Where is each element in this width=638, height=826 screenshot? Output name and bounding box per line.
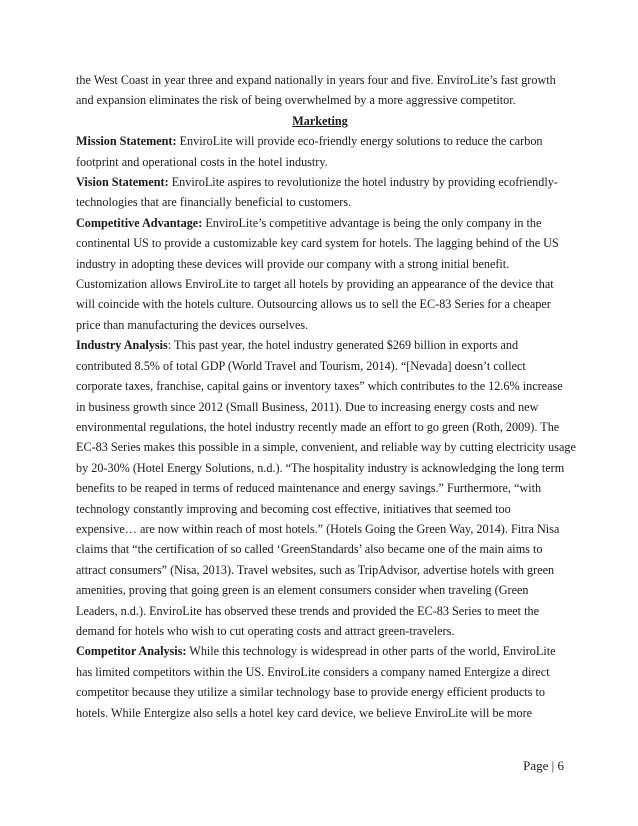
paragraph-line: EC-83 Series makes this possible in a simple, convenient, and reliable way by cutting electricity usage: [76, 440, 576, 455]
paragraph-line: Leaders, n.d.). EnviroLite has observed these trends and provided the EC-83 Series to meet the: [76, 603, 539, 618]
paragraph-line: benefits to be reaped in terms of reduced maintenance and energy savings.” Furthermore, “with: [76, 481, 542, 496]
paragraph-line: in business growth since 2012 (Small Business, 2011). Due to increasing energy costs and new: [76, 399, 539, 414]
paragraph-text: EnviroLite aspires to revolutionize the hotel industry by providing ecofriendly-: [168, 175, 558, 190]
page-number: Page | 6: [523, 758, 564, 773]
paragraph-label: Competitor Analysis:: [76, 644, 187, 659]
paragraph-line: price than manufacturing the devices ourselves.: [76, 317, 309, 332]
paragraph-line: [76, 172, 564, 192]
intro-line-2: and expansion eliminates the risk of being overwhelmed by a more aggressive competitor.: [76, 93, 516, 108]
paragraph-line: has limited competitors within the US. EnviroLite considers a company named Entergize a direct: [76, 664, 550, 679]
document-page: [76, 70, 576, 723]
competitive-advantage-paragraph: [76, 213, 564, 335]
section-heading-text: Marketing: [292, 113, 348, 128]
paragraph-line: amenities, proving that going green is an element consumers consider when traveling (Green: [76, 583, 529, 598]
paragraph-line: contributed 8.5% of total GDP (World Travel and Tourism, 2014). “[Nevada] doesn’t collect: [76, 358, 526, 373]
paragraph-line: environmental regulations, the hotel industry recently made an effort to go green (Roth, 2009). The: [76, 419, 560, 434]
vision-statement-paragraph: [76, 172, 564, 213]
paragraph-line: [76, 131, 564, 151]
paragraph-line: continental US to provide a customizable key card system for hotels. The lagging behind of the US: [76, 236, 559, 251]
paragraph-line: hotels. While Entergize also sells a hotel key card device, we believe EnviroLite will be more: [76, 705, 533, 720]
paragraph-line: expensive… are now within reach of most hotels.” (Hotels Going the Green Way, 2014). Fitra Nisa: [76, 521, 560, 536]
paragraph-line: demand for hotels who wish to cut operating costs and attract green-travelers.: [76, 623, 455, 638]
paragraph-line: competitor because they utilize a similar technology base to provide energy efficient products to: [76, 685, 545, 700]
paragraph-line: industry in adopting these devices will provide our company with a strong initial benefit.: [76, 256, 510, 271]
competitor-analysis-paragraph: [76, 641, 564, 723]
paragraph-text: EnviroLite will provide eco-friendly energy solutions to reduce the carbon: [176, 134, 543, 149]
paragraph-text: While this technology is widespread in other parts of the world, EnviroLite: [186, 644, 556, 659]
paragraph-text: EnviroLite’s competitive advantage is being the only company in the: [202, 215, 542, 230]
paragraph-label: Mission Statement:: [76, 134, 177, 149]
paragraph-line: Customization allows EnviroLite to target all hotels by providing an appearance of the device that: [76, 277, 554, 292]
intro-line-1: the West Coast in year three and expand nationally in years four and five. EnviroLite’s fast growth: [76, 73, 556, 87]
paragraph-line: technologies that are financially beneficial to customers.: [76, 195, 352, 210]
paragraph-line: by 20-30% (Hotel Energy Solutions, n.d.). “The hospitality industry is acknowledging the long term: [76, 460, 565, 475]
paragraph-label: Competitive Advantage:: [76, 215, 203, 230]
mission-statement-paragraph: [76, 131, 564, 172]
paragraph-line: claims that “the certification of so called ‘GreenStandards’ also became one of the main aims to: [76, 542, 543, 557]
paragraph-line: footprint and operational costs in the hotel industry.: [76, 154, 328, 169]
paragraph-line: attract consumers” (Nisa, 2013). Travel websites, such as TripAdvisor, advertise hotels with green: [76, 562, 555, 577]
paragraph-label: Vision Statement:: [76, 175, 169, 190]
paragraph-text: : This past year, the hotel industry generated $269 billion in exports and: [167, 338, 519, 353]
paragraph-line: will coincide with the hotels culture. Outsourcing allows us to sell the EC-83 Series for a cheaper: [76, 297, 551, 312]
paragraph-line: corporate taxes, franchise, capital gains or inventory taxes” which contributes to the 12.6% increase: [76, 379, 563, 394]
paragraph-line: [76, 213, 564, 233]
paragraph-label: Industry Analysis: [76, 338, 168, 353]
section-heading-marketing: [76, 111, 564, 131]
paragraph-line: technology constantly improving and becoming cost effective, initiatives that seemed too: [76, 501, 511, 516]
paragraph-line: [76, 335, 564, 355]
industry-analysis-paragraph: [76, 335, 576, 641]
paragraph-line: [76, 641, 564, 661]
